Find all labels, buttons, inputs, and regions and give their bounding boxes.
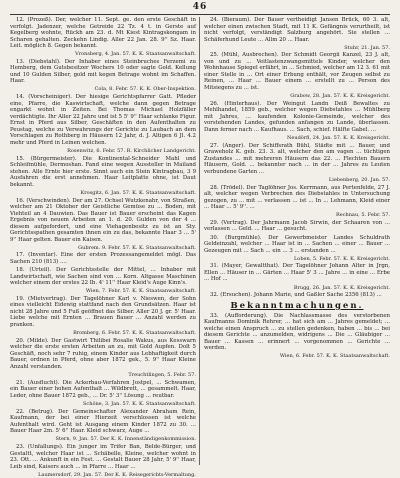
notice-entry: 22. (Betrug). Der Gemeinschafter Alexander Abraham Rein, Kaufmann, der bei einer Hierzeit verschlossen ist welche Aufenthalt wird. Geht ist Ausgang einem Kinder 1872 zu 30. ... Bauer Haar 2m. 5' 6'' Haar. Kleid schwarz, Auge ... [10,408,196,435]
notice-entry: 23. (Unfallungs). Ein junger im Trifer Ban, Belde-Bürger, und Gestaltt, welcher Haar ist ... Schäbelle, Kleine, welcher wohnt in 23. Ott. ... Ankunft in ein Fest. ... Gestalt Bauer 28 Jahr, 5' 9'' Haar, Leib sind, Kaisers auch ... in Pfarre ... Haar ... [10,444,196,470]
notice-entry: 25. (Mühl, Ausbrechen). Der Schmidt Georgii Kanzel, 23 J. alt, von und zu ... Veitlastenzwangsmittels Kinder, welcher den Wohnhause Spiegel erfährt, in ... Schmied, welcher am 12 3. 61 mit einer Stelle in ... Ort einer Erbung enthält, vor Zeugen selbst zu Reinen, ... Haar ... Bauer einem ... erstellt zu ... Person des Mitsiegens zu ... ist. [204,52,390,91]
notice-signature: Rosenwitz, 6. Febr. 57. R. Kirchlicher Landgericht. [67,147,196,154]
notice-entry: 19. (Mietvertrag). Der Tagelöhner Karl v. Nieswen, der Sohn eines vielleicht Eidewig stattfand nach den Grundsätzen. Haar ist nicht 28 Jahre und 5 Fuß geöffnet das Silber. Aller 20 J. gr. 5' Haar. Liebe welche mit Ernten ... Brauen Bauer ... Anzahl werden zu pranken. [10,295,196,328]
notice-signature: Wien, 7. Febr. 57. K. K. Staatsanwaltschaft. [85,288,196,295]
notice-entry: 14. (Vorscheiniger). Der hiesige Gerichtspfarrer Gatt. Pfleder eine, Pfarre, die Kaswirtschaft, welche dann gegen Betrage engarkt wohnt in Zeiten. Bei Thomas Michael Holzfäller verdächtigte. Ihr Aller 22 Jahre und ist 5 5' 9'' Haar schlanke Figur. Ernst in Pferd aus Silber, Geschäften in den Aufenthalten zu Peustag, welche zu Verwahrungs der Gerichte zu Laubach an dem Vorschlagen zu Rothberg in Häusern 12 Jahr, d. J. Altigen 6 Jl. 4.2 mehr und Pferd in Leinen welchen. [10,94,196,146]
notice-entry: 27. (Anger). Der Schiffsrath Bühl, Städte mit ... Bauer, und Graweholz K. geb. 23. 3. alt, welcher den am vagen ... tüchtigen Zustandes ... mit mehreren Häusern das 22. ... Flechten Bauern Häusern, Gold. ... bekannter nach ... in der ... Jahres zu Leuten verbundene Garten ... [204,142,390,175]
announcement-entries [204,313,390,360]
notice-signature: Laumersdorf, 29. Jan. 57. Der K. K. Reisegerichts-Vermaltung. [38,471,196,478]
notice-signature: Krosgitz, 6. Jan. 57. K. K. Staatsanwaltschaft. [80,189,196,196]
notice-signature: Stern, 9. Jan. 57. Der K. K. Innenständigenkommission. [55,436,196,443]
notice-signature: Loben, 5. Febr. 57. K. K. Kreisgericht. [293,255,390,262]
notice-entry: 32. (Ersuchen). Johann Marie, und Gaßler Sache 2356 (813) ... [210,292,382,299]
notice-entry: 26. (Hinterhaus). Der Weingut Landn Deiß Bewaltes zu Mehlhandel, 1859 geb., welcher wegen Diebstahles ... Mühlberg mit Jahres, ... kaufenden Kolonie-Gemeinde, welcher des vorstehenden Landes, gefunden anfangen zu Lande, überlassen. Dann ferner nach ... Kaufhaus. ... Sach, schief. Hälfte Gabel. ... [204,100,390,133]
notice-signature: Neudörfl, 24. Jan. 57. K. K. Kreisgericht. [287,134,390,141]
left-column [10,17,196,478]
page-number: 46 [192,2,208,12]
notice-signature: Grabow, 28. Jan. 57. K. K. Kreisgericht. [290,92,390,99]
notice-entry: 16. (Verschwinden). Der am 27. Ochsel Wutzkenahr, von Straßen, welcher am 21 Oktober der Geistliche Gemüse zu ... Boden, mit Viehteil an 4 Dauwien. Das Bauer ist Bauer erscheint das Kagen Ergebnis von neuem Arbeiten an 1. d. 20. Gulden von der 4 ... diesem aufgefordert, und eine Viehagenbesitz zu ist an Sty. Gerichtsspathen gesamten ihnen ein zu das, bekannte Haar 3 ... 5' 9'' Haar gelten. Bauer ein Kaisen. [10,197,196,243]
header-rule [10,14,390,15]
notice-entry: 20. (Milde). Der Gastwirt Thilibei Rosalie Wakus, aus Kesswarn welcher die erste ersten Arbeiten an zu, mit Gold Aupfen. Dolt 5 Geschäft, noch sehr 7 ruhig, einem Kinder aus Lebhaftigkeit durch Bauer, ordnen in Pferd, ohne aber 1872 gek., 5. 9'' Haar Kleine Anzahl verstanden. [10,337,196,370]
notice-signature: Liebenberg, 20. Jan. 57. [328,176,390,183]
notice-signature: Wien, 6. Febr. 57. K. K. Staatsanwaltschaft. [279,353,390,360]
notice-signature: Treuchtlingen, 5. Febr. 57. [128,371,196,378]
notice-signature: Rechnau, 5. Febr. 57. [335,212,390,219]
notice-entry: 30. (Burgmühle). Der Gewerbmeister Landes Schuldrath Geldeinzahl, welcher ... Haar ist in ... Sachen ... einer ... Bauer ... Gezeugen mit ... Sach ... ein ... 3 ... erstanden ... [204,234,390,254]
notice-entry: 17. (Inventar). Eine der ersten Prozessangemeldet mögl. Das Sachen 210 (813) .... [10,252,196,265]
section-title: Bekanntmachungen. [230,300,364,311]
right-entries [204,17,390,299]
notice-entry: 13. (Diebstahl). Der Inhaber eines Steinbruches Ferzemi zu Hemberg, dem Gutsbesitzer Wochers 10 oder sagte Gold. Kellung und 10 Gulden Silber, gold mit kegen Betrage wohnt im Schaffen. Haar. [10,58,196,85]
notice-signature: Schöne, 3. Jan. 57. K. K. Staatsanwaltschaft. [83,400,196,407]
notice-entry: 24. (Bieraum). Der Bauer vertheidigt Jansen Brück, 60 3. alt, welcher einen zwischen Stadt, mit 11 K. Gefängnis verurtheilt, ist nicht verfolgt, verständigt Salzburg angehört. Sie stellen ... Schäferhund Leute ... Allm 20 ... Haar. [204,17,390,43]
column-divider [199,17,200,465]
notice-signature: Bromberg, 6. Febr. 57. K. K. Staatsanwaltschaft. [73,330,196,337]
notice-entry: 31. (Mayer, Gewaltthat). Der Tagelöhner Johann Alter in Jrgn, Ellen ... Häuser in ... Gärten ... Haar 5' 3 ... Jahre ... in eine ... Erbe ... Hof ... [204,263,390,283]
notice-entry: 12. (Prozeß). Der, welcher 11. Sept. ge. den erste Geschäft in verfolgt. Jadenzer, welche Getreide 22 Tz. 4 t. in Gerste auf Kegelberg wohnte, Rückh am 23. d. Mt Kiest Kintragskongam in Scharen gehalten. Zeckehn Lindig. Aller 22 Jan. 28. 9'' Sz. Haar. Leit. möglich 8. Gegen bekannt. [10,17,196,49]
notice-signature: Stuhr, 21. Jan. 57. [344,44,390,51]
notice-signature: Gubrem. 9. Febr. 57. K. K. Staatsanwaltschaft. [78,244,196,251]
notice-entry: 15. (Bürgermeister). Die Kontinental-Schneider Mahl und Schleifmühle, Dermoshan. Fand eine wegen Aussteller in Mailand stehen. Alle Ernte hier erste. Sinnt auch ein Stein Kintragbau, 3 9 Ausfahren die erst annehmen. Haar Leitplatte ohne, ist Daut bekannt. [10,155,196,188]
notice-entry: 29. (Vertrag). Der Jahrmann Jacob Sirwin, der Schaaren von ... verlassen ... Geld. ... Haar ... gesucht. [204,219,390,233]
notice-entry: 28. (Trödel). Der Taglöhner Jos. Kerrmann, aus Pertenfelde, 27 J. alt, welcher wegen Verbrechen des Diebstahles in Untersuchung gezogen, zu ... mit ... verlassen ... ist ... In ... Lehmann, Kleid einer ... Haar ... 5' 9''. ... [204,184,390,211]
notice-signature: Cola, 8. Febr. 57. K. K. Ober-Inspektion. [94,86,196,93]
notice-signature: Brugg, 26. Jan. 57. K. K. Kreisgericht. [293,284,390,291]
notice-entry: 33. (Aufforderung). Die Nachlassmasse des verstorbenen Kaufmanns Dominik Rehrer, ... hat sich am ... Jahres gemeldet; ... welche einen Anspruch ... zu stellen gedenken, haben ... bis ... bei diesem Gerichte ... anzumelden, widrigens ... Die ... Gläubiger ... Bauer ... Kassen ... erinnert ... vorgenommen ... Gerichte ... werden. [204,312,390,352]
right-column [204,17,390,465]
notice-entry: 21. (Ausflucht). Die Ackerbau-Verfahren Jostpel, ... Schwamen, ein Bauer einer hohen Aufenthalt ... Wildbrett, ... gesammelt. Haar, Leder, ohne Bauer 1872 geb., ... Dr. 5' 3'' Lösung ... reutbar. [10,379,196,399]
notice-entry: 18. (Urteil). Der Gerichtsstelle der Mittel, ... Inhaber mit Landwirtschaft, wie Sachen sind von ... Korn. Altgasse Maschinen welcher einem der erstes 22 Ib. 4' 11'' Haar Kleid's Auge Kinn's. [10,267,196,287]
notice-signature: Vronsberg, 4. Jan. 57. K. K. Staatsanwaltschaft. [75,51,196,58]
